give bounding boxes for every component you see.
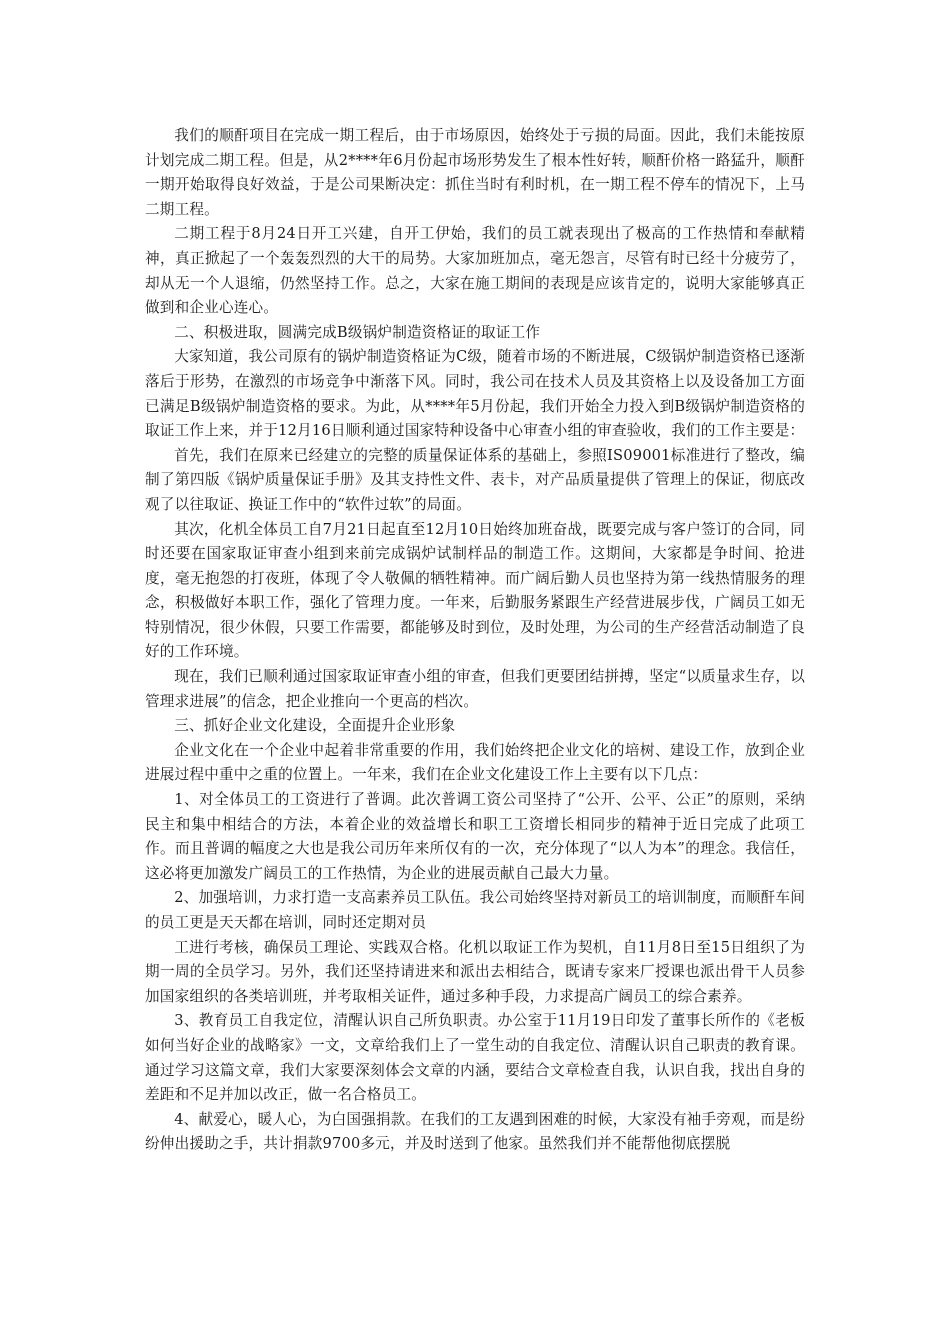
list-item-4: 4、献爱心，暖人心，为白国强捐款。在我们的工友遇到困难的时候，大家没有袖手旁观，而是纷纷伸出援助之手，共计捐款9700多元，并及时送到了他家。虽然我们并不能帮他彻底摆脱 xyxy=(145,1110,806,1153)
paragraph-phase-two: 二期工程于8月24日开工兴建，自开工伊始，我们的员工就表现出了极高的工作热情和奉献精神，真正掀起了一个轰轰烈烈的大干的局势。大家加班加点，毫无怨言，尽管有时已经十分疲劳了，却从无一个人退缩，仍然坚持工作。总之，大家在施工期间的表现是应该肯定的，说明大家能够真正做到和企业心连心。 xyxy=(145,225,805,317)
section-heading-three: 三、抓好企业文化建设，全面提升企业形象 xyxy=(174,717,456,735)
paragraph-now: 现在，我们已顺利通过国家取证审查小组的审查，但我们更要团结拼搏，坚定“以质量求生存，以管理求进展”的信念，把企业推向一个更高的档次。 xyxy=(145,668,805,710)
document-body xyxy=(145,124,805,1157)
section-heading-two: 二、积极进取，圆满完成B级锅炉制造资格证的取证工作 xyxy=(174,323,541,341)
paragraph-first: 首先，我们在原来已经建立的完整的质量保证体系的基础上，参照IS09001标准进行了整改，编制了第四版《锅炉质量保证手册》及其支持性文件、表卡，对产品质量提供了管理上的保证，彻底改观了以往取证、换证工作中的“软件过软”的局面。 xyxy=(145,446,805,513)
list-item-1: 1、对全体员工的工资进行了普调。此次普调工资公司坚持了“公开、公平、公正”的原则，采纳民主和集中相结合的方法，本着企业的效益增长和职工工资增长相同步的精神于近日完成了此项工作。而且普调的幅度之大也是我公司历年来所仅有的一次，充分体现了“以人为本”的理念。我信任，这必将更加激发广阔员工的工作热情，为企业的进展贡献自己最大力量。 xyxy=(145,791,805,882)
list-item-3: 3、教育员工自我定位，清醒认识自己所负职责。办公室于11月19日印发了董事长所作的《老板如何当好企业的战略家》一文，文章给我们上了一堂生动的自我定位、清醒认识自己职责的教育课。通过学习这篇文章，我们大家要深刻体会文章的内涵，要结合文章检查自我，认识自我，找出自身的差距和不足并加以改正，做一名合格员工。 xyxy=(145,1012,805,1104)
paragraph-boiler-cert: 大家知道，我公司原有的锅炉制造资格证为C级，随着市场的不断进展，C级锅炉制造资格已逐渐落后于形势，在激烈的市场竞争中渐落下风。同时，我公司在技术人员及其资格上以及设备加工方面已满足B级锅炉制造资格的要求。为此，从****年5月份起，我们开始全力投入到B级锅炉制造资格的取证工作上来，并于12月16日顺利通过国家特种设备中心审查小组的审查验收，我们的工作主要是： xyxy=(145,348,805,440)
paragraph-culture: 企业文化在一个企业中起着非常重要的作用，我们始终把企业文化的培树、建设工作，放到企业进展过程中重中之重的位置上。一年来，我们在企业文化建设工作上主要有以下几点： xyxy=(145,741,805,784)
list-item-2: 2、加强培训，力求打造一支高素养员工队伍。我公司始终坚持对新员工的培训制度，而顺酐车间的员工更是天天都在培训，同时还定期对员 xyxy=(145,889,806,931)
paragraph-maleic-project: 我们的顺酐项目在完成一期工程后，由于市场原因，始终处于亏损的局面。因此，我们未能按原计划完成二期工程。但是，从2****年6月份起市场形势发生了根本性好转，顺酐价格一路猛升，顺酐一期开始取得良好效益，于是公司果断决定：抓住当时有利时机，在一期工程不停车的情况下，上马二期工程。 xyxy=(145,127,805,218)
paragraph-training-cont: 工进行考核，确保员工理论、实践双合格。化机以取证工作为契机，自11月8日至15日组织了为期一周的全员学习。另外，我们还坚持请进来和派出去相结合，既请专家来厂授课也派出骨干人员参加国家组织的各类培训班，并考取相关证件，通过多种手段，力求提高广阔员工的综合素养。 xyxy=(145,938,805,1005)
paragraph-second: 其次，化机全体员工自7月21日起直至12月10日始终加班奋战，既要完成与客户签订的合同，同时还要在国家取证审查小组到来前完成锅炉试制样品的制造工作。这期间，大家都是争时间、抢进度，毫无抱怨的打夜班，体现了令人敬佩的牺牲精神。而广阔后勤人员也坚持为第一线热情服务的理念，积极做好本职工作，强化了管理力度。一年来，后勤服务紧跟生产经营进展步伐，广阔员工如无特别情况，很少休假，只要工作需要，都能够及时到位，及时处理，为公司的生产经营活动制造了良好的工作环境。 xyxy=(145,520,805,661)
